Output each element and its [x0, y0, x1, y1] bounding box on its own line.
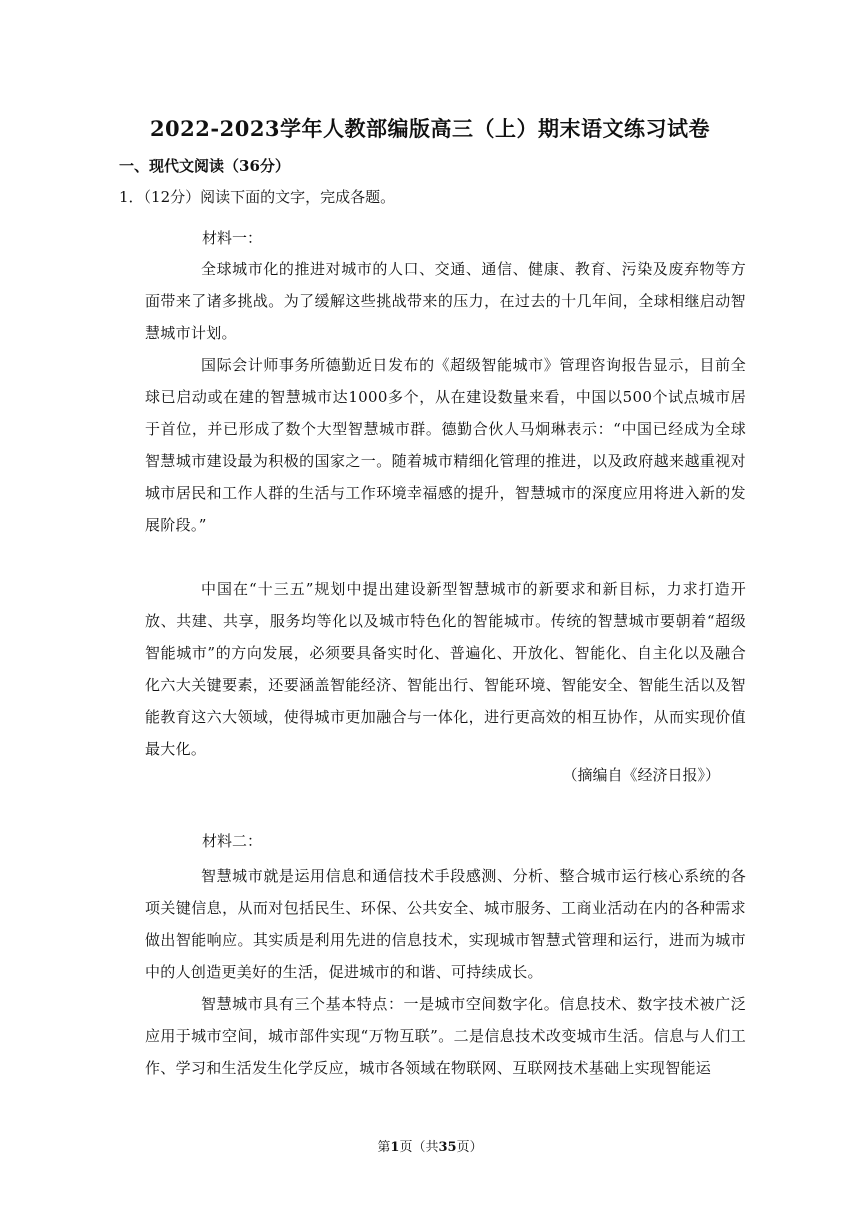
- footer-total-pages: 35: [438, 1140, 457, 1155]
- material-one-paragraph: 全球城市化的推进对城市的人口、交通、通信、健康、教育、污染及废弃物等方面带来了诸多挑战。为了缓解这些挑战带来的压力，在过去的十几年间，全球相继启动智慧城市计划。: [145, 260, 746, 342]
- material-two-paragraph: 智慧城市具有三个基本特点：一是城市空间数字化。信息技术、数字技术被广泛应用于城市空间，城市部件实现“万物互联”。二是信息技术改变城市生活。信息与人们工作、学习和生活发生化学反应，城市各领域在物联网、互联网技术基础上实现智能运: [145, 995, 746, 1077]
- page-footer: [0, 1138, 860, 1158]
- footer-suffix: 页）: [456, 1140, 483, 1155]
- material-two-label: 材料二：: [202, 832, 263, 850]
- question-intro: 1．（12分）阅读下面的文字，完成各题。: [119, 188, 396, 206]
- material-one-paragraph: 国际会计师事务所德勤近日发布的《超级智能城市》管理咨询报告显示，目前全球已启动或在建的智慧城市达1000多个，从在建设数量来看，中国以500个试点城市居于首位，并已形成了数个大型智慧城市群。德勤合伙人马炯琳表示：“中国已经成为全球智慧城市建设最为积极的国家之一。随着城市精细化管理的推进，以及政府越来越重视对城市居民和工作人群的生活与工作环境幸福感的提升，智慧城市的深度应用将进入新的发展阶段。”: [145, 356, 746, 534]
- material-one-source: （摘编自《经济日报》）: [562, 766, 720, 784]
- document-title: 2022-2023学年人教部编版高三（上）期末语文练习试卷: [149, 116, 711, 141]
- section-heading: 一、现代文阅读（36分）: [119, 157, 290, 175]
- footer-page-number: 1: [390, 1140, 400, 1155]
- material-one-label: 材料一：: [202, 229, 263, 247]
- material-two-paragraph: 智慧城市就是运用信息和通信技术手段感测、分析、整合城市运行核心系统的各项关键信息，从而对包括民生、环保、公共安全、城市服务、工商业活动在内的各种需求做出智能响应。其实质是利用先进的信息技术，实现城市智慧式管理和运行，进而为城市中的人创造更美好的生活，促进城市的和谐、可持续成长。: [145, 867, 746, 981]
- footer-prefix: 第: [377, 1140, 391, 1155]
- material-one-paragraph: 中国在“十三五”规划中提出建设新型智慧城市的新要求和新目标，力求打造开放、共建、共享，服务均等化以及城市特色化的智能城市。传统的智慧城市要朝着“超级智能城市”的方向发展，必须要具备实时化、普遍化、开放化、智能化、自主化以及融合化六大关键要素，还要涵盖智能经济、智能出行、智能环境、智能安全、智能生活以及智能教育这六大领域，使得城市更加融合与一体化，进行更高效的相互协作，从而实现价值最大化。: [145, 580, 746, 758]
- footer-middle: 页（共: [399, 1140, 439, 1155]
